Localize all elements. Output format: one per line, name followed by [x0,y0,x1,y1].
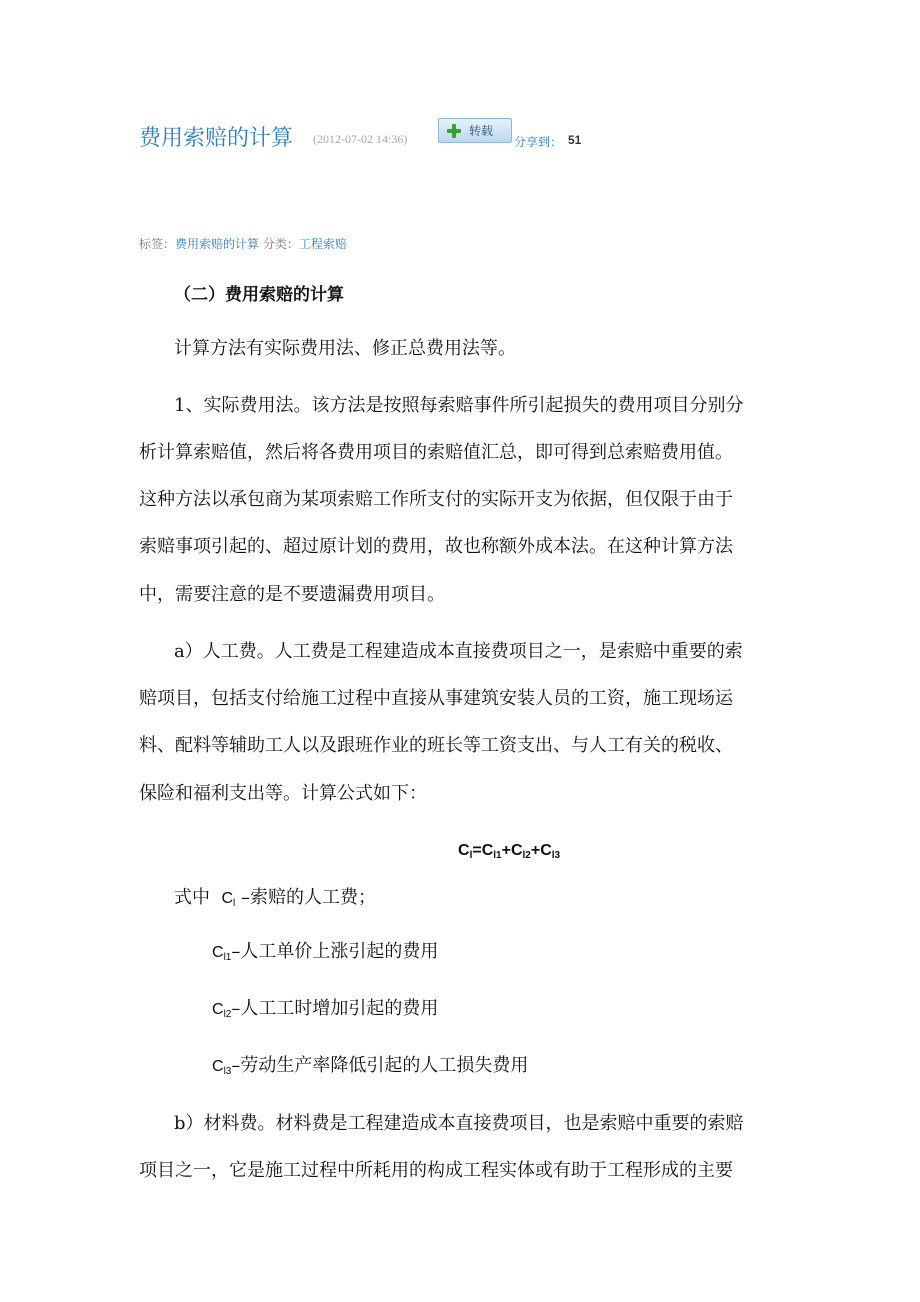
share-label[interactable]: 分享到： [514,135,563,149]
paragraph-line: 中，需要注意的是不要遗漏费用项目。 [139,584,445,605]
category-label: 分类： [262,237,299,251]
paragraph-line: 1、实际费用法。该方法是按照每索赔事件所引起损失的费用项目分别分 [174,395,744,416]
definition-item: $C_{l2}-$人工工时增加引起的费用 [212,998,439,1020]
post-title: 费用索赔的计算 [139,126,294,151]
paragraph-line: 赔项目，包括支付给施工过程中直接从事建筑安装人员的工资，施工现场运 [139,688,733,709]
paragraph-line: 保险和福利支出等。计算公式如下： [139,783,427,804]
tags-line [139,235,347,252]
repost-button[interactable] [438,118,512,143]
section-heading: （二）费用索赔的计算 [174,285,344,305]
paragraph-line: 析计算索赔值，然后将各费用项目的索赔值汇总，即可得到总索赔费用值。 [139,442,733,463]
paragraph-line: 料、配料等辅助工人以及跟班作业的班长等工资支出、与人工有关的税收、 [139,735,733,756]
share-count: 51 [568,133,582,147]
tag-link[interactable]: 费用索赔的计算 [175,237,260,251]
paragraph-line: 项目之一，它是施工过程中所耗用的构成工程实体或有助于工程形成的主要 [139,1160,733,1181]
definition-item: $C_{l1}-$人工单价上涨引起的费用 [212,941,439,963]
tags-label: 标签： [139,237,176,251]
post-date: (2012-07-02 14:36) [313,132,408,146]
repost-label: 转载 [469,124,494,138]
where-line: 式中 $C_l$ –索赔的人工费； [174,887,376,909]
definition-item: $C_{l3}-$劳动生产率降低引起的人工损失费用 [212,1055,529,1077]
paragraph-line: 这种方法以承包商为某项索赔工作所支付的实际开支为依据，但仅限于由于 [139,489,733,510]
paragraph-line: b）材料费。材料费是工程建造成本直接费项目，也是索赔中重要的索赔 [174,1113,744,1134]
formula: $C_l=C_{l1}+C_{l2}+C_{l3}$ [458,842,561,861]
paragraph-line: a）人工费。人工费是工程建造成本直接费项目之一，是索赔中重要的索 [174,641,743,662]
intro-paragraph: 计算方法有实际费用法、修正总费用法等。 [174,338,516,359]
paragraph-line: 索赔事项引起的、超过原计划的费用，故也称额外成本法。在这种计算方法 [139,536,733,557]
category-link[interactable]: 工程索赔 [298,237,347,251]
plus-icon [447,124,461,138]
